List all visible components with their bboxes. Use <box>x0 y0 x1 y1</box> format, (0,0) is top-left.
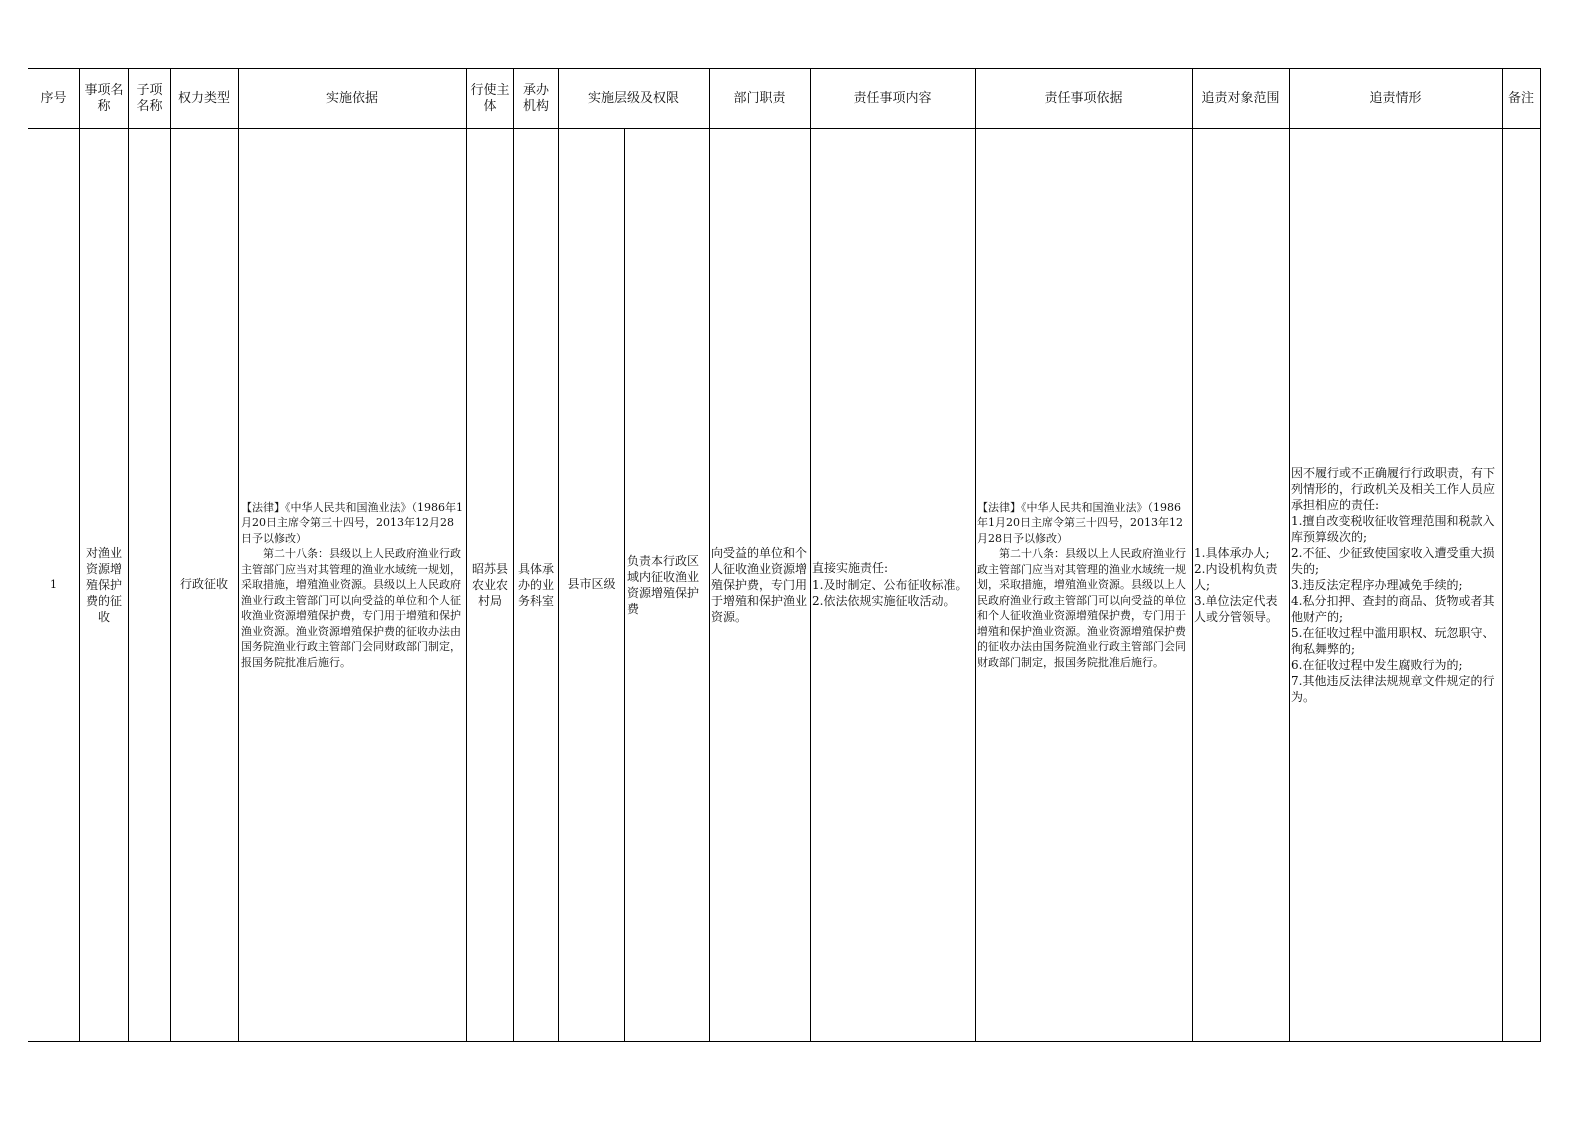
cell-power-type-wrap <box>170 129 238 1041</box>
header-level: 实施层级及权限 <box>587 90 679 106</box>
header-seq: 序号 <box>40 90 67 106</box>
header-resp-basis: 责任事项依据 <box>1044 90 1123 106</box>
cell-agency-wrap <box>515 129 557 1041</box>
grid-line <box>1289 69 1290 1041</box>
cell-resp-basis-wrap <box>977 129 1190 1041</box>
cell-remark-wrap <box>1503 129 1540 1041</box>
grid-line <box>1540 69 1541 1041</box>
header-resp-content: 责任事项内容 <box>853 90 932 106</box>
cell-subject-wrap <box>469 129 511 1041</box>
cell-sub-name-wrap <box>128 129 170 1041</box>
cell-resp-content-wrap <box>812 129 973 1041</box>
table-row <box>28 129 79 1041</box>
cell-item-name: 对渔业资源增殖保护费的征收 <box>85 546 122 624</box>
header-duty: 部门职责 <box>733 90 786 106</box>
cell-basis: 【法律】《中华人民共和国渔业法》（1986年1月20日主席令第三十四号，2013年12月28日予以修改） 第二十八条：县级以上人民政府渔业行政主管部门应当对其管理的渔业水域统一规划，采取措施，增殖渔业资源。县级以上人民政府渔业行政主管部门可以向受益的单位和个人征收渔业资源增殖保护费，专门用于增殖和保护渔业资源。渔业资源增殖保护费的征收办法由国务院渔业行政主管部门会同财政部门制定，报国务院批准后施行。 <box>241 500 463 669</box>
header-remark: 备注 <box>1507 90 1534 106</box>
grid-line <box>624 129 625 1041</box>
cell-agency: 具体承办的业务科室 <box>517 562 554 608</box>
header-sub-name: 子项名称 <box>136 82 163 114</box>
header-power-type: 权力类型 <box>177 90 230 106</box>
header-basis: 实施依据 <box>325 90 378 106</box>
cell-authority-wrap <box>626 129 707 1041</box>
cell-seq: 1 <box>50 578 57 592</box>
cell-scope: 1.具体承办人; 2.内设机构负责人; 3.单位法定代表人或分管领导。 <box>1194 546 1279 624</box>
cell-situation: 因不履行或不正确履行行政职责，有下列情形的，行政机关及相关工作人员应承担相应的责任: 1.擅自改变税收征收管理范围和税款入库预算级次的; 2.不征、少征致使国家收入遭受重大损失的; 3.违反法定程序办理减免手续的; 4.私分扣押、查封的商品、货物或者其他财产的; 5.在征收过程中滥用职权、玩忽职守、徇私舞弊的; 6.在征收过程中发生腐败行为的; 7.其他违反法律法规规章文件规定的行为。 <box>1291 466 1496 704</box>
grid-line <box>1192 69 1193 1041</box>
cell-resp-content: 直接实施责任: 1.及时制定、公布征收标准。 2.依法依规实施征收活动。 <box>812 561 968 609</box>
cell-duty-wrap <box>711 129 808 1041</box>
cell-item-name-wrap <box>82 129 126 1041</box>
header-agency: 承办机构 <box>522 82 549 114</box>
cell-level-wrap <box>559 129 624 1041</box>
power-list-table <box>28 68 1541 1042</box>
cell-situation-wrap <box>1291 129 1500 1041</box>
cell-resp-basis: 【法律】《中华人民共和国渔业法》（1986年1月20日主席令第三十四号，2013年12月28日予以修改） 第二十八条：县级以上人民政府渔业行政主管部门应当对其管理的渔业水域统一规划，采取措施，增殖渔业资源。县级以上人民政府渔业行政主管部门可以向受益的单位和个人征收渔业资源增殖保护费，专门用于增殖和保护渔业资源。渔业资源增殖保护费的征收办法由国务院渔业行政主管部门会同财政部门制定，报国务院批准后施行。 <box>977 500 1186 669</box>
cell-power-type: 行政征收 <box>179 577 228 592</box>
grid-line <box>709 69 710 1041</box>
header-situation: 追责情形 <box>1369 90 1422 106</box>
cell-basis-wrap <box>239 129 465 1041</box>
header-subject: 行使主体 <box>470 82 510 114</box>
grid-line <box>810 69 811 1041</box>
grid-line <box>466 69 467 1041</box>
grid-line <box>975 69 976 1041</box>
cell-level: 县市区级 <box>567 577 616 592</box>
header-item-name: 事项名称 <box>84 82 124 114</box>
grid-line <box>79 69 80 1041</box>
header-scope: 追责对象范围 <box>1201 90 1280 106</box>
cell-subject: 昭苏县农业农村局 <box>471 562 508 608</box>
cell-duty: 向受益的单位和个人征收渔业资源增殖保护费，专门用于增殖和保护渔业资源。 <box>711 546 808 624</box>
grid-line <box>513 69 514 1041</box>
cell-authority: 负责本行政区域内征收渔业资源增殖保护费 <box>627 554 700 616</box>
cell-scope-wrap <box>1194 129 1288 1041</box>
